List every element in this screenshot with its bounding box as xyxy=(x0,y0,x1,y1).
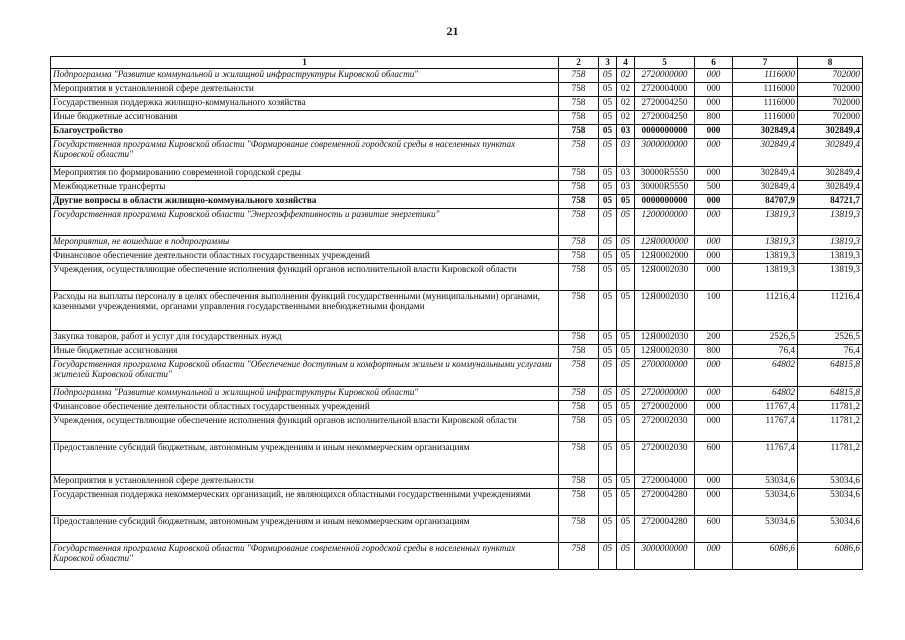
target-article-code: 2700000000 xyxy=(635,359,695,387)
amount-year-2: 302849,4 xyxy=(798,139,863,167)
expense-type-code: 000 xyxy=(695,236,733,250)
subsection-code: 05 xyxy=(617,209,635,236)
subsection-code: 05 xyxy=(617,291,635,331)
ministry-code: 758 xyxy=(559,475,599,489)
expense-type-code: 000 xyxy=(695,359,733,387)
table-row xyxy=(51,181,863,195)
table-row xyxy=(51,442,863,475)
subsection-code: 05 xyxy=(617,250,635,264)
amount-year-2: 11781,2 xyxy=(798,442,863,475)
amount-year-2: 702000 xyxy=(798,111,863,125)
subsection-code: 05 xyxy=(617,236,635,250)
subsection-code: 05 xyxy=(617,543,635,570)
section-code: 05 xyxy=(599,139,617,167)
expense-type-code: 000 xyxy=(695,489,733,516)
amount-year-1: 11767,4 xyxy=(733,401,798,415)
section-code: 05 xyxy=(599,236,617,250)
row-name: Государственная поддержка некоммерческих организаций, не являющихся областными государственными учреждениями xyxy=(51,489,559,516)
expense-type-code: 000 xyxy=(695,387,733,401)
expense-type-code: 200 xyxy=(695,331,733,345)
expense-type-code: 000 xyxy=(695,401,733,415)
ministry-code: 758 xyxy=(559,250,599,264)
section-code: 05 xyxy=(599,209,617,236)
expense-type-code: 000 xyxy=(695,167,733,181)
ministry-code: 758 xyxy=(559,543,599,570)
expense-type-code: 000 xyxy=(695,139,733,167)
target-article-code: 1200000000 xyxy=(635,209,695,236)
amount-year-2: 702000 xyxy=(798,69,863,83)
amount-year-1: 2526,5 xyxy=(733,331,798,345)
section-code: 05 xyxy=(599,195,617,209)
ministry-code: 758 xyxy=(559,236,599,250)
amount-year-1: 302849,4 xyxy=(733,181,798,195)
column-header: 8 xyxy=(798,57,863,69)
expense-type-code: 000 xyxy=(695,250,733,264)
amount-year-2: 11216,4 xyxy=(798,291,863,331)
ministry-code: 758 xyxy=(559,401,599,415)
target-article-code: 2720004250 xyxy=(635,97,695,111)
amount-year-1: 11767,4 xyxy=(733,442,798,475)
table-row xyxy=(51,264,863,291)
ministry-code: 758 xyxy=(559,331,599,345)
subsection-code: 05 xyxy=(617,264,635,291)
subsection-code: 05 xyxy=(617,401,635,415)
row-name: Межбюджетные трансферты xyxy=(51,181,559,195)
section-code: 05 xyxy=(599,167,617,181)
row-name: Подпрограмма "Развитие коммунальной и жилищной инфраструктуры Кировской области" xyxy=(51,69,559,83)
expense-type-code: 000 xyxy=(695,195,733,209)
table-row xyxy=(51,167,863,181)
table-row xyxy=(51,345,863,359)
table-row xyxy=(51,250,863,264)
amount-year-1: 1116000 xyxy=(733,83,798,97)
subsection-code: 05 xyxy=(617,475,635,489)
row-name: Государственная программа Кировской области "Обеспечение доступным и комфортным жильем и коммунальными услугами жителей Кировской области" xyxy=(51,359,559,387)
ministry-code: 758 xyxy=(559,195,599,209)
row-name: Государственная программа Кировской области "Формирование современной городской среды в населенных пунктах Кировской области" xyxy=(51,543,559,570)
budget-table xyxy=(50,56,863,570)
ministry-code: 758 xyxy=(559,83,599,97)
row-name: Мероприятия по формированию современной городской среды xyxy=(51,167,559,181)
table-row xyxy=(51,415,863,442)
amount-year-2: 302849,4 xyxy=(798,125,863,139)
section-code: 05 xyxy=(599,489,617,516)
target-article-code: 2720004000 xyxy=(635,475,695,489)
target-article-code: 12Я0000000 xyxy=(635,236,695,250)
row-name: Предоставление субсидий бюджетным, автономным учреждениям и иным некоммерческим организациям xyxy=(51,442,559,475)
expense-type-code: 000 xyxy=(695,415,733,442)
row-name: Мероприятия в установленной сфере деятельности xyxy=(51,475,559,489)
page-number: 21 xyxy=(446,24,459,38)
subsection-code: 05 xyxy=(617,345,635,359)
section-code: 05 xyxy=(599,111,617,125)
target-article-code: 3000000000 xyxy=(635,543,695,570)
section-code: 05 xyxy=(599,97,617,111)
table-row xyxy=(51,475,863,489)
amount-year-2: 84721,7 xyxy=(798,195,863,209)
amount-year-1: 53034,6 xyxy=(733,516,798,543)
row-name: Иные бюджетные ассигнования xyxy=(51,345,559,359)
ministry-code: 758 xyxy=(559,442,599,475)
expense-type-code: 000 xyxy=(695,475,733,489)
table-row xyxy=(51,111,863,125)
ministry-code: 758 xyxy=(559,111,599,125)
amount-year-1: 6086,6 xyxy=(733,543,798,570)
amount-year-2: 64815,8 xyxy=(798,387,863,401)
section-code: 05 xyxy=(599,250,617,264)
table-row xyxy=(51,236,863,250)
table-row xyxy=(51,401,863,415)
table-row xyxy=(51,209,863,236)
section-code: 05 xyxy=(599,345,617,359)
target-article-code: 2720004000 xyxy=(635,83,695,97)
amount-year-2: 702000 xyxy=(798,83,863,97)
expense-type-code: 000 xyxy=(695,83,733,97)
subsection-code: 03 xyxy=(617,139,635,167)
table-row xyxy=(51,97,863,111)
section-code: 05 xyxy=(599,401,617,415)
row-name: Мероприятия в установленной сфере деятельности xyxy=(51,83,559,97)
column-header: 4 xyxy=(617,57,635,69)
table-row xyxy=(51,195,863,209)
header-row xyxy=(51,57,863,69)
section-code: 05 xyxy=(599,442,617,475)
amount-year-1: 64802 xyxy=(733,359,798,387)
column-header: 7 xyxy=(733,57,798,69)
subsection-code: 05 xyxy=(617,489,635,516)
section-code: 05 xyxy=(599,125,617,139)
ministry-code: 758 xyxy=(559,387,599,401)
section-code: 05 xyxy=(599,331,617,345)
ministry-code: 758 xyxy=(559,97,599,111)
amount-year-1: 13819,3 xyxy=(733,209,798,236)
subsection-code: 05 xyxy=(617,331,635,345)
amount-year-2: 64815,8 xyxy=(798,359,863,387)
section-code: 05 xyxy=(599,291,617,331)
expense-type-code: 000 xyxy=(695,209,733,236)
amount-year-1: 84707,9 xyxy=(733,195,798,209)
amount-year-1: 302849,4 xyxy=(733,167,798,181)
section-code: 05 xyxy=(599,359,617,387)
expense-type-code: 000 xyxy=(695,264,733,291)
table-row xyxy=(51,543,863,570)
amount-year-1: 302849,4 xyxy=(733,125,798,139)
ministry-code: 758 xyxy=(559,345,599,359)
row-name: Подпрограмма "Развитие коммунальной и жилищной инфраструктуры Кировской области" xyxy=(51,387,559,401)
expense-type-code: 600 xyxy=(695,516,733,543)
row-name: Финансовое обеспечение деятельности областных государственных учреждений xyxy=(51,401,559,415)
ministry-code: 758 xyxy=(559,167,599,181)
subsection-code: 05 xyxy=(617,442,635,475)
amount-year-2: 13819,3 xyxy=(798,236,863,250)
target-article-code: 12Я0002000 xyxy=(635,250,695,264)
row-name: Государственная программа Кировской области "Формирование современной городской среды в населенных пунктах Кировской области" xyxy=(51,139,559,167)
table-row xyxy=(51,516,863,543)
expense-type-code: 000 xyxy=(695,97,733,111)
amount-year-2: 11781,2 xyxy=(798,415,863,442)
target-article-code: 2720000000 xyxy=(635,387,695,401)
row-name: Другие вопросы в области жилищно-коммунального хозяйства xyxy=(51,195,559,209)
amount-year-1: 1116000 xyxy=(733,69,798,83)
target-article-code: 2720002030 xyxy=(635,442,695,475)
subsection-code: 03 xyxy=(617,167,635,181)
target-article-code: 30000R5550 xyxy=(635,167,695,181)
amount-year-2: 11781,2 xyxy=(798,401,863,415)
amount-year-1: 64802 xyxy=(733,387,798,401)
amount-year-2: 13819,3 xyxy=(798,209,863,236)
target-article-code: 12Я0002030 xyxy=(635,264,695,291)
column-header: 3 xyxy=(599,57,617,69)
ministry-code: 758 xyxy=(559,125,599,139)
amount-year-2: 302849,4 xyxy=(798,167,863,181)
ministry-code: 758 xyxy=(559,516,599,543)
amount-year-2: 13819,3 xyxy=(798,250,863,264)
ministry-code: 758 xyxy=(559,359,599,387)
amount-year-1: 1116000 xyxy=(733,111,798,125)
amount-year-2: 76,4 xyxy=(798,345,863,359)
table-row xyxy=(51,359,863,387)
amount-year-2: 2526,5 xyxy=(798,331,863,345)
amount-year-2: 53034,6 xyxy=(798,475,863,489)
amount-year-1: 13819,3 xyxy=(733,236,798,250)
target-article-code: 2720004280 xyxy=(635,516,695,543)
amount-year-1: 13819,3 xyxy=(733,250,798,264)
target-article-code: 3000000000 xyxy=(635,139,695,167)
target-article-code: 2720002000 xyxy=(635,401,695,415)
table-row xyxy=(51,139,863,167)
amount-year-1: 53034,6 xyxy=(733,475,798,489)
expense-type-code: 500 xyxy=(695,181,733,195)
row-name: Иные бюджетные ассигнования xyxy=(51,111,559,125)
target-article-code: 12Я0002030 xyxy=(635,345,695,359)
table-row xyxy=(51,125,863,139)
amount-year-2: 302849,4 xyxy=(798,181,863,195)
ministry-code: 758 xyxy=(559,291,599,331)
target-article-code: 30000R5550 xyxy=(635,181,695,195)
table-row xyxy=(51,387,863,401)
row-name: Благоустройство xyxy=(51,125,559,139)
table-row xyxy=(51,291,863,331)
subsection-code: 05 xyxy=(617,415,635,442)
ministry-code: 758 xyxy=(559,489,599,516)
table-row xyxy=(51,69,863,83)
section-code: 05 xyxy=(599,543,617,570)
amount-year-2: 53034,6 xyxy=(798,489,863,516)
amount-year-1: 13819,3 xyxy=(733,264,798,291)
target-article-code: 2720004250 xyxy=(635,111,695,125)
amount-year-2: 6086,6 xyxy=(798,543,863,570)
ministry-code: 758 xyxy=(559,181,599,195)
amount-year-1: 76,4 xyxy=(733,345,798,359)
row-name: Государственная поддержка жилищно-коммунального хозяйства xyxy=(51,97,559,111)
subsection-code: 05 xyxy=(617,195,635,209)
subsection-code: 03 xyxy=(617,181,635,195)
section-code: 05 xyxy=(599,415,617,442)
amount-year-1: 1116000 xyxy=(733,97,798,111)
section-code: 05 xyxy=(599,69,617,83)
expense-type-code: 800 xyxy=(695,111,733,125)
section-code: 05 xyxy=(599,516,617,543)
section-code: 05 xyxy=(599,181,617,195)
amount-year-1: 302849,4 xyxy=(733,139,798,167)
column-header: 2 xyxy=(559,57,599,69)
amount-year-2: 13819,3 xyxy=(798,264,863,291)
section-code: 05 xyxy=(599,475,617,489)
expense-type-code: 100 xyxy=(695,291,733,331)
amount-year-1: 11767,4 xyxy=(733,415,798,442)
subsection-code: 02 xyxy=(617,83,635,97)
target-article-code: 12Я0002030 xyxy=(635,291,695,331)
table-row xyxy=(51,331,863,345)
amount-year-2: 702000 xyxy=(798,97,863,111)
subsection-code: 02 xyxy=(617,69,635,83)
amount-year-1: 53034,6 xyxy=(733,489,798,516)
subsection-code: 03 xyxy=(617,125,635,139)
row-name: Учреждения, осуществляющие обеспечение исполнения функций органов исполнительной власти Кировской области xyxy=(51,264,559,291)
table-row xyxy=(51,83,863,97)
target-article-code: 2720002030 xyxy=(635,415,695,442)
row-name: Финансовое обеспечение деятельности областных государственных учреждений xyxy=(51,250,559,264)
amount-year-1: 11216,4 xyxy=(733,291,798,331)
subsection-code: 02 xyxy=(617,111,635,125)
target-article-code: 2720000000 xyxy=(635,69,695,83)
section-code: 05 xyxy=(599,387,617,401)
ministry-code: 758 xyxy=(559,415,599,442)
target-article-code: 12Я0002030 xyxy=(635,331,695,345)
target-article-code: 0000000000 xyxy=(635,195,695,209)
subsection-code: 05 xyxy=(617,516,635,543)
target-article-code: 2720004280 xyxy=(635,489,695,516)
row-name: Государственная программа Кировской области "Энергоэффективность и развитие энергетики" xyxy=(51,209,559,236)
amount-year-2: 53034,6 xyxy=(798,516,863,543)
table-row xyxy=(51,489,863,516)
column-header: 1 xyxy=(51,57,559,69)
expense-type-code: 000 xyxy=(695,125,733,139)
column-header: 6 xyxy=(695,57,733,69)
section-code: 05 xyxy=(599,264,617,291)
row-name: Расходы на выплаты персоналу в целях обеспечения выполнения функций государственными (муниципальными) органами, казенными учреждениями, органами управления государственными внебюджетными фондами xyxy=(51,291,559,331)
expense-type-code: 000 xyxy=(695,543,733,570)
expense-type-code: 600 xyxy=(695,442,733,475)
target-article-code: 0000000000 xyxy=(635,125,695,139)
row-name: Предоставление субсидий бюджетным, автономным учреждениям и иным некоммерческим организациям xyxy=(51,516,559,543)
subsection-code: 02 xyxy=(617,97,635,111)
subsection-code: 05 xyxy=(617,359,635,387)
row-name: Закупка товаров, работ и услуг для государственных нужд xyxy=(51,331,559,345)
expense-type-code: 800 xyxy=(695,345,733,359)
row-name: Учреждения, осуществляющие обеспечение исполнения функций органов исполнительной власти Кировской области xyxy=(51,415,559,442)
ministry-code: 758 xyxy=(559,264,599,291)
section-code: 05 xyxy=(599,83,617,97)
row-name: Мероприятия, не вошедшие в подпрограммы xyxy=(51,236,559,250)
column-header: 5 xyxy=(635,57,695,69)
ministry-code: 758 xyxy=(559,139,599,167)
ministry-code: 758 xyxy=(559,69,599,83)
subsection-code: 05 xyxy=(617,387,635,401)
expense-type-code: 000 xyxy=(695,69,733,83)
ministry-code: 758 xyxy=(559,209,599,236)
